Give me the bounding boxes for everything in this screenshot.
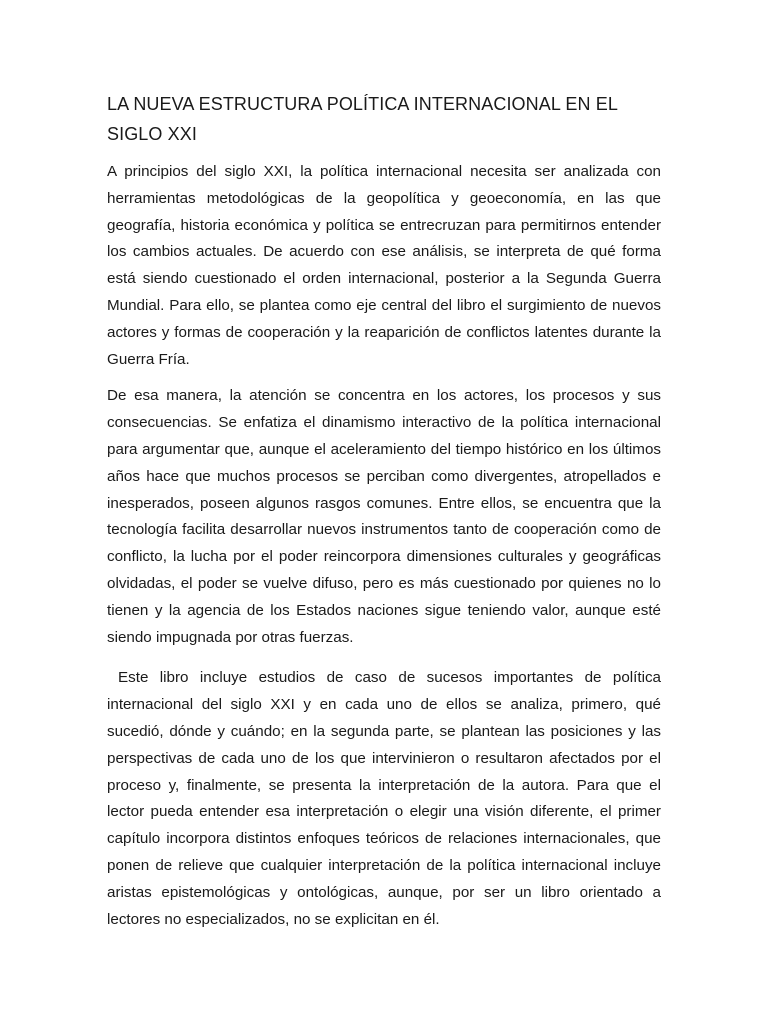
paragraph-intro: A principios del siglo XXI, la política internacional necesita ser analizada con herramientas metodológicas de la geopolítica y geoeconomía, en las que geografía, historia económica y política se entrecruzan para permitirnos entender los cambios actuales. De acuerdo con ese análisis, se interpreta de qué forma está siendo cuestionado el orden internacional, posterior a la Segunda Guerra Mundial. Para ello, se plantea como eje central del libro el surgimiento de nuevos actores y formas de cooperación y la reaparición de conflictos latentes durante la Guerra Fría. — [107, 163, 661, 368]
document-body — [107, 89, 661, 943]
document-title: LA NUEVA ESTRUCTURA POLÍTICA INTERNACIONAL EN EL SIGLO XXI — [107, 94, 618, 144]
paragraph-approach: De esa manera, la atención se concentra en los actores, los procesos y sus consecuencias. Se enfatiza el dinamismo interactivo de la política internacional para argumentar que, aunque el aceleramiento del tiempo histórico en los últimos años hace que muchos procesos se perciban como divergentes, atropellados e inesperados, poseen algunos rasgos comunes. Entre ellos, se encuentra que la tecnología facilita desarrollar nuevos instrumentos tanto de cooperación como de conflicto, la lucha por el poder reincorpora dimensiones culturales y geográficas olvidadas, el poder se vuelve difuso, pero es más cuestionado por quienes no lo tienen y la agencia de los Estados naciones sigue teniendo valor, aunque esté siendo impugnada por otras fuerzas. — [107, 387, 661, 646]
paragraph-book-structure: Este libro incluye estudios de caso de sucesos importantes de política internacional del siglo XXI y en cada uno de ellos se analiza, primero, qué sucedió, dónde y cuándo; en la segunda parte, se plantean las posiciones y las perspectivas de cada uno de los que intervinieron o resultaron afectados por el proceso y, finalmente, se presenta la interpretación de la autora. Para que el lector pueda entender esa interpretación o elegir una visión diferente, el primer capítulo incorpora distintos enfoques teóricos de relaciones internacionales, que ponen de relieve que cualquier interpretación de la política internacional incluye aristas epistemológicas y ontológicas, aunque, por ser un libro orientado a lectores no especializados, no se explicitan en él. — [107, 669, 661, 928]
